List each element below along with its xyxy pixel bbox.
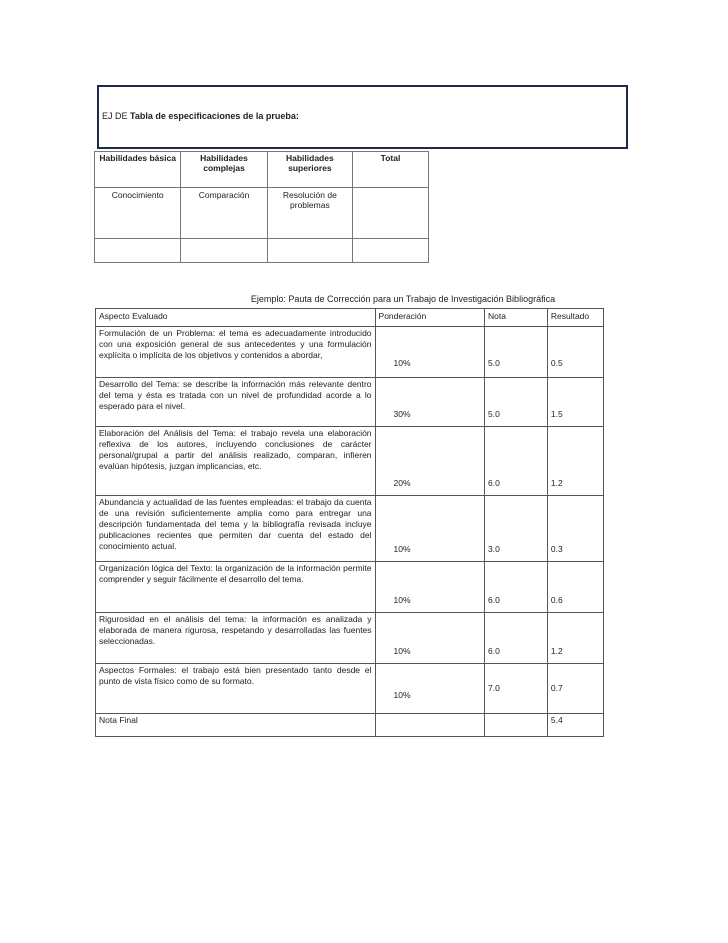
- spec-title-box: [97, 85, 628, 149]
- weight-cell: 10%: [375, 664, 484, 714]
- weight-cell: 10%: [375, 496, 484, 562]
- grade-cell: 5.0: [485, 327, 548, 378]
- weight-cell: 10%: [375, 562, 484, 613]
- result-cell: 1.2: [547, 613, 603, 664]
- final-value-cell: 5.4: [547, 714, 603, 737]
- spec-cell: Resolución de problemas: [267, 188, 352, 239]
- spec-cell: Conocimiento: [95, 188, 181, 239]
- aspect-cell: Formulación de un Problema: el tema es adecuadamente introducido con una exposición general de sus antecedentes y una formulación explícita o implícita de los objetivos y contenidos a abordar,: [96, 327, 376, 378]
- pauta-row: [96, 327, 604, 378]
- aspect-cell: Desarrollo del Tema: se describe la información más relevante dentro del tema y ésta es tratada con un nivel de profundidad acorde a lo esperado para el nivel.: [96, 378, 376, 427]
- aspect-cell: Elaboración del Análisis del Tema: el trabajo revela una elaboración reflexiva de los autores, incluyendo conclusiones de carácter personal/grupal a partir del análisis realizado, comparan, infieren evalúan hipótesis, juzgan implicancias, etc.: [96, 427, 376, 496]
- pauta-header-cell: Nota: [485, 309, 548, 327]
- aspect-cell: Rigurosidad en el análisis del tema: la información es analizada y elaborada de manera rigurosa, respetando y desarrolladas las fuentes seleccionadas.: [96, 613, 376, 664]
- spec-title: [102, 111, 299, 121]
- spec-header-cell: Habilidades básica: [95, 152, 181, 188]
- result-cell: 1.5: [547, 378, 603, 427]
- spec-cell: [95, 239, 181, 263]
- spec-cell: [353, 188, 429, 239]
- pauta-header-cell: Resultado: [547, 309, 603, 327]
- result-cell: 0.6: [547, 562, 603, 613]
- weight-cell: 20%: [375, 427, 484, 496]
- final-empty-cell: [375, 714, 484, 737]
- spec-header-cell: Total: [353, 152, 429, 188]
- pauta-header-row: [96, 309, 604, 327]
- spec-cell: [267, 239, 352, 263]
- pauta-row: [96, 613, 604, 664]
- final-empty-cell: [485, 714, 548, 737]
- weight-cell: 10%: [375, 327, 484, 378]
- spec-title-prefix: EJ DE: [102, 111, 131, 121]
- spec-header-cell: Habilidades complejas: [181, 152, 267, 188]
- spec-header-cell: Habilidades superiores: [267, 152, 352, 188]
- weight-cell: 30%: [375, 378, 484, 427]
- grade-cell: 7.0: [485, 664, 548, 714]
- grade-cell: 6.0: [485, 613, 548, 664]
- pauta-row: [96, 562, 604, 613]
- pauta-row: [96, 496, 604, 562]
- pauta-header-cell: Aspecto Evaluado: [96, 309, 376, 327]
- weight-cell: 10%: [375, 613, 484, 664]
- aspect-cell: Abundancia y actualidad de las fuentes empleadas: el trabajo da cuenta de una revisión suficientemente amplia como para entregar una descripción fundamentada del tema y la bibliografía revisada incluye publicaciones recientes que permiten dar cuenta del estado del conocimiento actual.: [96, 496, 376, 562]
- spec-table: [94, 151, 429, 263]
- grade-cell: 6.0: [485, 427, 548, 496]
- grade-cell: 6.0: [485, 562, 548, 613]
- aspect-cell: Aspectos Formales: el trabajo está bien presentado tanto desde el punto de vista físico como de su formato.: [96, 664, 376, 714]
- pauta-row: [96, 427, 604, 496]
- pauta-header-cell: Ponderación: [375, 309, 484, 327]
- result-cell: 0.5: [547, 327, 603, 378]
- pauta-caption-wrap: [0, 294, 728, 304]
- spec-row: [95, 188, 429, 239]
- final-label-cell: Nota Final: [96, 714, 376, 737]
- aspect-cell: Organización lógica del Texto: la organización de la información permite comprender y seguir fácilmente el desarrollo del tema.: [96, 562, 376, 613]
- grade-cell: 5.0: [485, 378, 548, 427]
- pauta-caption: Ejemplo: Pauta de Corrección para un Trabajo de Investigación Bibliográfica: [250, 294, 556, 304]
- result-cell: 0.7: [547, 664, 603, 714]
- pauta-table: [95, 308, 604, 737]
- spec-title-text: Tabla de especificaciones de la prueba:: [130, 111, 299, 121]
- spec-cell: [353, 239, 429, 263]
- spec-cell: Comparación: [181, 188, 267, 239]
- spec-header-row: [95, 152, 429, 188]
- pauta-final-row: [96, 714, 604, 737]
- spec-cell: [181, 239, 267, 263]
- grade-cell: 3.0: [485, 496, 548, 562]
- pauta-row: [96, 664, 604, 714]
- spec-row: [95, 239, 429, 263]
- result-cell: 0.3: [547, 496, 603, 562]
- result-cell: 1.2: [547, 427, 603, 496]
- pauta-row: [96, 378, 604, 427]
